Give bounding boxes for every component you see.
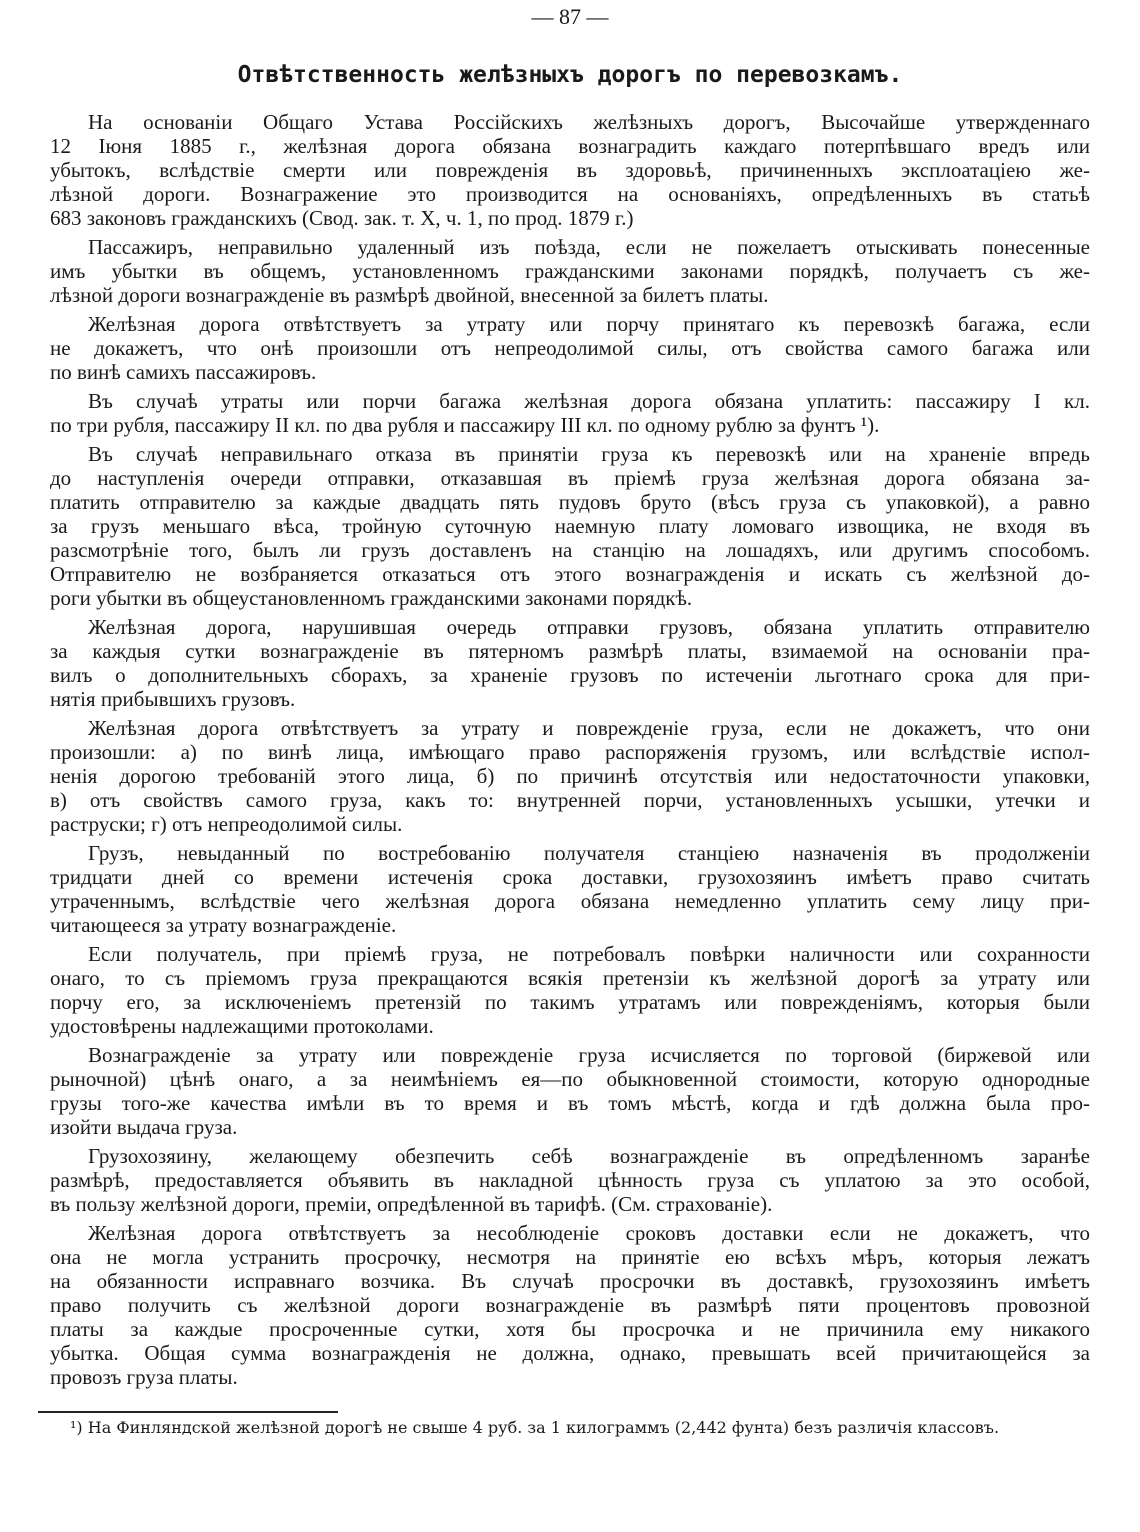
text-line: нятія прибывшихъ грузовъ. xyxy=(50,687,296,711)
paragraph xyxy=(50,389,1090,437)
text-line: Отправителю не возбраняется отказаться отъ этого вознагражденія и искать съ желѣзной до- xyxy=(50,562,1090,586)
text-line: порчу его, за исключеніемъ претензій по такимъ утратамъ или поврежденіямъ, которыя были xyxy=(50,990,1090,1014)
text-line: роги убытки въ общеустановленномъ гражданскими законами порядкѣ. xyxy=(50,586,693,610)
paragraph xyxy=(50,110,1090,230)
paragraph xyxy=(50,442,1090,610)
text-line: утраченнымъ, вслѣдствіе чего желѣзная дорога обязана немедленно уплатить сему лицу при- xyxy=(50,889,1090,913)
paragraph xyxy=(50,1221,1090,1389)
text-line: за каждыя сутки вознагражденіе въ пятерномъ размѣрѣ платы, взимаемой на основаніи пра- xyxy=(50,639,1090,663)
text-line: читающееся за утрату вознагражденіе. xyxy=(50,913,397,937)
text-line: Желѣзная дорога отвѣтствуетъ за утрату и поврежденіе груза, если не докажетъ, что они xyxy=(88,716,1090,740)
page-number: — 87 — xyxy=(531,4,609,29)
text-line: тридцати дней со времени истеченія срока доставки, грузохозяинъ имѣетъ право считать xyxy=(50,865,1090,889)
text-line: имъ убытки въ общемъ, установленномъ гражданскими законами порядкѣ, получаетъ съ же- xyxy=(50,259,1090,283)
text-line: рыночной) цѣнѣ онаго, а за неимѣніемъ ея—по обыкновенной стоимости, которую однородные xyxy=(50,1067,1090,1091)
text-line: провозъ груза платы. xyxy=(50,1365,238,1389)
text-line: она не могла устранить просрочку, несмотря на принятіе ею всѣхъ мѣръ, которыя лежатъ xyxy=(50,1245,1090,1269)
text-line: убытка. Общая сумма вознагражденія не должна, однако, превышать всей причитающейся за xyxy=(50,1341,1090,1365)
text-line: грузы того-же качества имѣли въ то время и въ томъ мѣстѣ, когда и гдѣ должна была про- xyxy=(50,1091,1090,1115)
text-line: по три рубля, пассажиру II кл. по два рубля и пассажиру III кл. по одному рублю за фунтъ ¹). xyxy=(50,413,880,437)
text-line: размѣрѣ, предоставляется объявить въ накладной цѣнность груза съ уплатою за это особой, xyxy=(50,1168,1090,1192)
text-line: раструски; г) отъ непреодолимой силы. xyxy=(50,812,403,836)
body-text xyxy=(50,110,1090,1394)
text-line: Пассажиръ, неправильно удаленный изъ поѣзда, если не пожелаетъ отыскивать понесенные xyxy=(88,235,1090,259)
text-line: в) отъ свойствъ самого груза, какъ то: внутренней порчи, установленныхъ усышки, утечки и xyxy=(50,788,1090,812)
text-line: лѣзной дороги вознагражденіе въ размѣрѣ двойной, внесенной за билетъ платы. xyxy=(50,283,769,307)
paragraph xyxy=(50,942,1090,1038)
text-line: Въ случаѣ утраты или порчи багажа желѣзная дорога обязана уплатить: пассажиру I кл. xyxy=(88,389,1090,413)
text-line: Если получатель, при пріемѣ груза, не потребовалъ повѣрки наличности или сохранности xyxy=(88,942,1090,966)
paragraph xyxy=(50,1043,1090,1139)
text-line: Желѣзная дорога отвѣтствуетъ за несоблюденіе сроковъ доставки если не докажетъ, что xyxy=(88,1221,1090,1245)
text-line: по винѣ самихъ пассажировъ. xyxy=(50,360,317,384)
text-line: Въ случаѣ неправильнаго отказа въ принятіи груза къ перевозкѣ или на храненіе впредь xyxy=(88,442,1090,466)
text-line: Грузохозяину, желающему обезпечить себѣ вознагражденіе въ опредѣленномъ заранѣе xyxy=(88,1144,1090,1168)
text-line: убытокъ, вслѣдствіе смерти или поврежденія въ здоровьѣ, причиненныхъ эксплоатаціею же- xyxy=(50,158,1090,182)
text-line: разсмотрѣніе того, былъ ли грузъ доставленъ на станцію на лошадяхъ, или другимъ способомъ. xyxy=(50,538,1090,562)
page-title: Отвѣтственность желѣзныхъ дорогъ по перевозкамъ. xyxy=(237,62,903,88)
paragraph xyxy=(50,841,1090,937)
text-line: 12 Іюня 1885 г., желѣзная дорога обязана вознаградить каждаго потерпѣвшаго вредъ или xyxy=(50,134,1090,158)
text-line: На основаніи Общаго Устава Россійскихъ желѣзныхъ дорогъ, Высочайше утвержденнаго xyxy=(88,110,1090,134)
paragraph xyxy=(50,615,1090,711)
paragraph xyxy=(50,716,1090,836)
paragraph xyxy=(50,312,1090,384)
text-line: лѣзной дороги. Вознагражение это производится на основаніяхъ, опредѣленныхъ въ статьѣ xyxy=(50,182,1090,206)
paragraph xyxy=(50,1144,1090,1216)
text-line: произошли: а) по винѣ лица, имѣющаго право распоряженія грузомъ, или вслѣдствіе испол- xyxy=(50,740,1090,764)
text-line: 683 законовъ гражданскихъ (Свод. зак. т. X, ч. 1, по прод. 1879 г.) xyxy=(50,206,634,230)
text-line: Желѣзная дорога отвѣтствуетъ за утрату или порчу принятаго къ перевозкѣ багажа, если xyxy=(88,312,1090,336)
paragraph xyxy=(50,235,1090,307)
text-line: вилъ о дополнительныхъ сборахъ, за храненіе грузовъ по истеченіи льготнаго срока для при- xyxy=(50,663,1090,687)
footnote: ¹) На Финляндской желѣзной дорогѣ не свыше 4 руб. за 1 килограммъ (2,442 фунта) безъ различія классовъ. xyxy=(70,1418,1000,1437)
text-line: платы за каждые просроченные сутки, хотя бы просрочка и не причинила ему никакого xyxy=(50,1317,1090,1341)
text-line: удостовѣрены надлежащими протоколами. xyxy=(50,1014,434,1038)
text-line: въ пользу желѣзной дороги, преміи, опредѣленной въ тарифѣ. (См. страхованіе). xyxy=(50,1192,773,1216)
text-line: право получить съ желѣзной дороги вознагражденіе въ размѣрѣ пяти процентовъ провозной xyxy=(50,1293,1090,1317)
text-line: Грузъ, невыданный по востребованію получателя станціею назначенія въ продолженіи xyxy=(88,841,1090,865)
text-line: не докажетъ, что онѣ произошли отъ непреодолимой силы, отъ свойства самого багажа или xyxy=(50,336,1090,360)
text-line: Вознагражденіе за утрату или поврежденіе груза исчисляется по торговой (биржевой или xyxy=(88,1043,1090,1067)
text-line: до наступленія очереди отправки, отказавшая въ пріемѣ груза желѣзная дорога обязана за- xyxy=(50,466,1090,490)
text-line: онаго, то съ пріемомъ груза прекращаются всякія претензіи къ желѣзной дорогѣ за утрату или xyxy=(50,966,1090,990)
text-line: ненія дорогою требованій этого лица, б) по причинѣ отсутствія или недостаточности упаковки, xyxy=(50,764,1090,788)
text-line: платить отправителю за каждые двадцать пять пудовъ бруто (вѣсъ груза съ упаковкой), а равно xyxy=(50,490,1090,514)
text-line: изойти выдача груза. xyxy=(50,1115,238,1139)
text-line: на обязанности исправнаго возчика. Въ случаѣ просрочки въ доставкѣ, грузохозяинъ имѣетъ xyxy=(50,1269,1090,1293)
text-line: Желѣзная дорога, нарушившая очередь отправки грузовъ, обязана уплатить отправителю xyxy=(88,615,1090,639)
footnote-divider xyxy=(38,1411,338,1413)
text-line: за грузъ меньшаго вѣса, тройную суточную наемную плату ломоваго извощика, не входя въ xyxy=(50,514,1090,538)
